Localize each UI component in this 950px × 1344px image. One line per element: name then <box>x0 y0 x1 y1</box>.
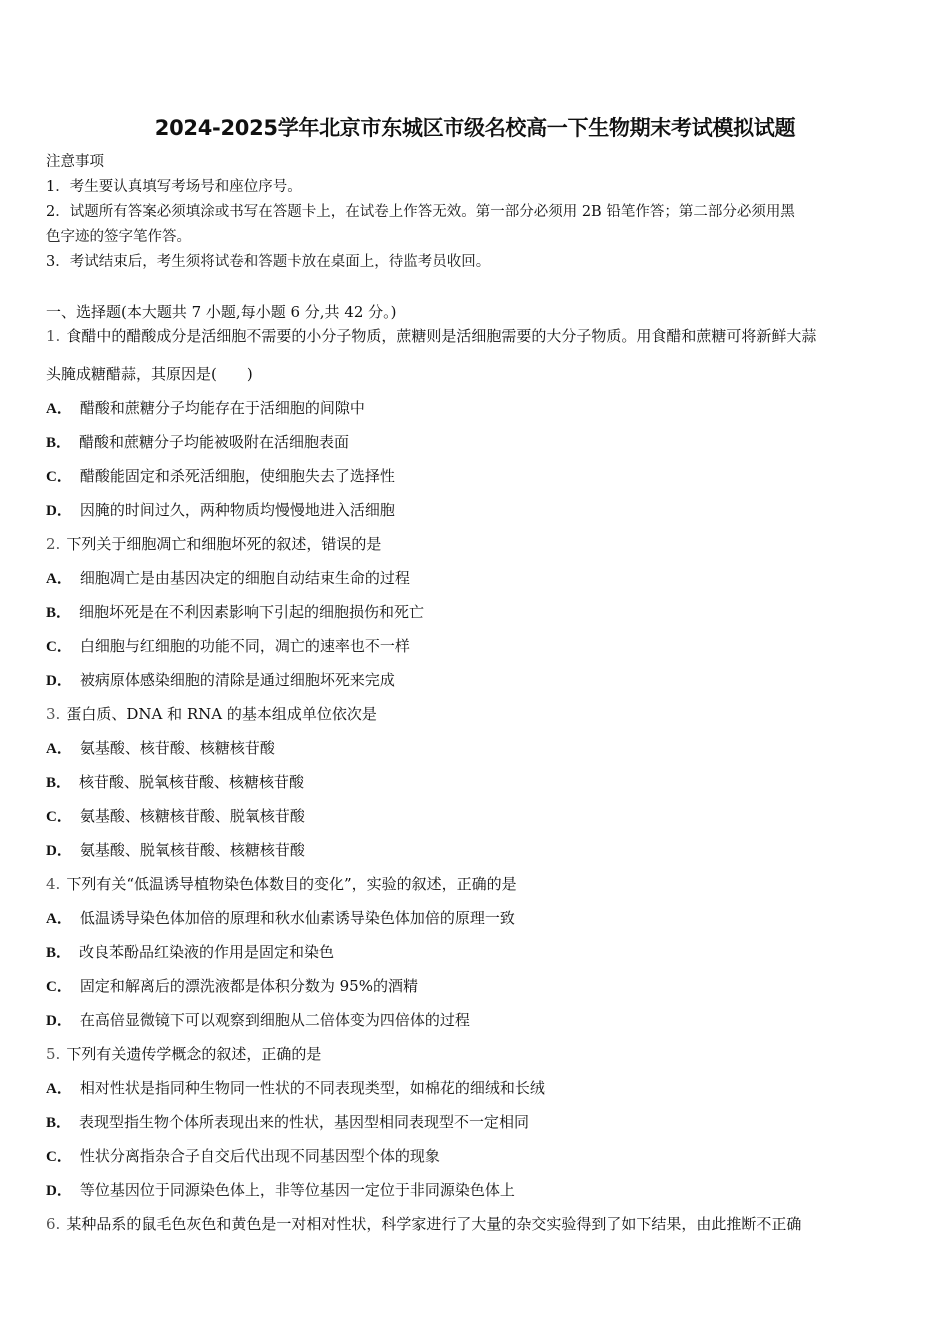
notice-item: 2．试题所有答案必须填涂或书写在答题卡上，在试卷上作答无效。第一部分必须用 2B 铅笔作答；第二部分必须用黑 <box>46 204 795 220</box>
notice-item: 色字迹的签字笔作答。 <box>46 229 191 245</box>
option-a <box>46 738 275 759</box>
question-text: 下列关于细胞凋亡和细胞坏死的叙述，错误的是 <box>66 535 382 553</box>
option-letter: D． <box>46 673 72 689</box>
question-number: 5. <box>46 1045 61 1063</box>
option-letter: B． <box>46 605 72 621</box>
option-text: 细胞坏死是在不利因素影响下引起的细胞损伤和死亡 <box>79 603 425 621</box>
option-text: 细胞凋亡是由基因决定的细胞自动结束生命的过程 <box>79 569 410 587</box>
option-letter: D． <box>46 1183 72 1199</box>
option-letter: C． <box>46 979 72 995</box>
option-b <box>46 942 334 963</box>
option-text: 醋酸能固定和杀死活细胞，使细胞失去了选择性 <box>79 467 395 485</box>
option-letter: C． <box>46 469 72 485</box>
option-a <box>46 398 365 419</box>
option-d <box>46 840 305 861</box>
option-b <box>46 772 304 793</box>
option-letter: D． <box>46 503 72 519</box>
option-c <box>46 466 395 487</box>
option-text: 氨基酸、核糖核苷酸、脱氧核苷酸 <box>79 807 305 825</box>
option-letter: D． <box>46 1013 72 1029</box>
option-text: 白细胞与红细胞的功能不同，凋亡的速率也不一样 <box>79 637 410 655</box>
option-a <box>46 568 410 589</box>
question-number: 1. <box>46 327 61 345</box>
option-c <box>46 1146 440 1167</box>
option-letter: C． <box>46 639 72 655</box>
option-text: 相对性状是指同种生物同一性状的不同表现类型，如棉花的细绒和长绒 <box>79 1079 545 1097</box>
question-text: 下列有关“低温诱导植物染色体数目的变化”，实验的叙述，正确的是 <box>66 875 517 893</box>
question-number: 4. <box>46 875 61 893</box>
option-c <box>46 806 305 827</box>
option-letter: D． <box>46 843 72 859</box>
option-c <box>46 636 410 657</box>
option-letter: A． <box>46 741 72 757</box>
option-text: 表现型指生物个体所表现出来的性状，基因型相同表现型不一定相同 <box>79 1113 530 1131</box>
option-text: 低温诱导染色体加倍的原理和秋水仙素诱导染色体加倍的原理一致 <box>79 909 515 927</box>
option-letter: B． <box>46 945 72 961</box>
option-letter: A． <box>46 1081 72 1097</box>
option-letter: B． <box>46 435 72 451</box>
question-text: 蛋白质、DNA 和 RNA 的基本组成单位依次是 <box>66 705 377 723</box>
option-letter: A． <box>46 911 72 927</box>
option-b <box>46 432 349 453</box>
option-letter: B． <box>46 1115 72 1131</box>
option-d <box>46 670 395 691</box>
option-text: 氨基酸、核苷酸、核糖核苷酸 <box>79 739 275 757</box>
option-d <box>46 1180 515 1201</box>
question-stem <box>46 874 517 894</box>
option-text: 在高倍显微镜下可以观察到细胞从二倍体变为四倍体的过程 <box>79 1011 470 1029</box>
option-d <box>46 1010 470 1031</box>
option-a <box>46 1078 545 1099</box>
question-text: 食醋中的醋酸成分是活细胞不需要的小分子物质，蔗糖则是活细胞需要的大分子物质。用食醋和蔗糖可将新鲜大蒜 <box>66 327 817 345</box>
question-number: 2. <box>46 535 61 553</box>
option-letter: B． <box>46 775 72 791</box>
page-title: 2024-2025学年北京市东城区市级名校高一下生物期末考试模拟试题 <box>154 116 796 140</box>
option-letter: C． <box>46 809 72 825</box>
question-number: 3. <box>46 705 61 723</box>
question-text: 下列有关遗传学概念的叙述，正确的是 <box>66 1045 322 1063</box>
question-stem <box>46 704 377 724</box>
option-c <box>46 976 418 997</box>
question-stem <box>46 1214 801 1234</box>
question-text: 某种品系的鼠毛色灰色和黄色是一对相对性状，科学家进行了大量的杂交实验得到了如下结果，由此推断不正确 <box>66 1215 802 1233</box>
option-letter: A． <box>46 571 72 587</box>
option-b <box>46 602 424 623</box>
option-letter: A． <box>46 401 72 417</box>
notice-heading: 注意事项 <box>46 154 104 170</box>
question-stem <box>46 1044 321 1064</box>
option-b <box>46 1112 529 1133</box>
option-text: 醋酸和蔗糖分子均能被吸附在活细胞表面 <box>79 433 350 451</box>
option-text: 性状分离指杂合子自交后代出现不同基因型个体的现象 <box>79 1147 440 1165</box>
option-text: 改良苯酚品红染液的作用是固定和染色 <box>79 943 335 961</box>
question-number: 6. <box>46 1215 61 1233</box>
notice-item: 1．考生要认真填写考场号和座位序号。 <box>46 179 302 195</box>
option-text: 氨基酸、脱氧核苷酸、核糖核苷酸 <box>79 841 305 859</box>
question-stem <box>46 326 816 346</box>
option-text: 被病原体感染细胞的清除是通过细胞坏死来完成 <box>79 671 395 689</box>
option-text: 因腌的时间过久，两种物质均慢慢地进入活细胞 <box>79 501 395 519</box>
option-d <box>46 500 395 521</box>
option-text: 等位基因位于同源染色体上，非等位基因一定位于非同源染色体上 <box>79 1181 515 1199</box>
question-text-continued: 头腌成糖醋蒜，其原因是( ) <box>46 365 253 383</box>
option-text: 醋酸和蔗糖分子均能存在于活细胞的间隙中 <box>79 399 365 417</box>
option-a <box>46 908 515 929</box>
option-letter: C． <box>46 1149 72 1165</box>
option-text: 核苷酸、脱氧核苷酸、核糖核苷酸 <box>79 773 305 791</box>
option-text: 固定和解离后的漂洗液都是体积分数为 95%的酒精 <box>79 977 418 995</box>
section-heading: 一、选择题(本大题共 7 小题,每小题 6 分,共 42 分。) <box>46 303 397 321</box>
question-stem <box>46 534 381 554</box>
notice-item: 3．考试结束后，考生须将试卷和答题卡放在桌面上，待监考员收回。 <box>46 254 491 270</box>
